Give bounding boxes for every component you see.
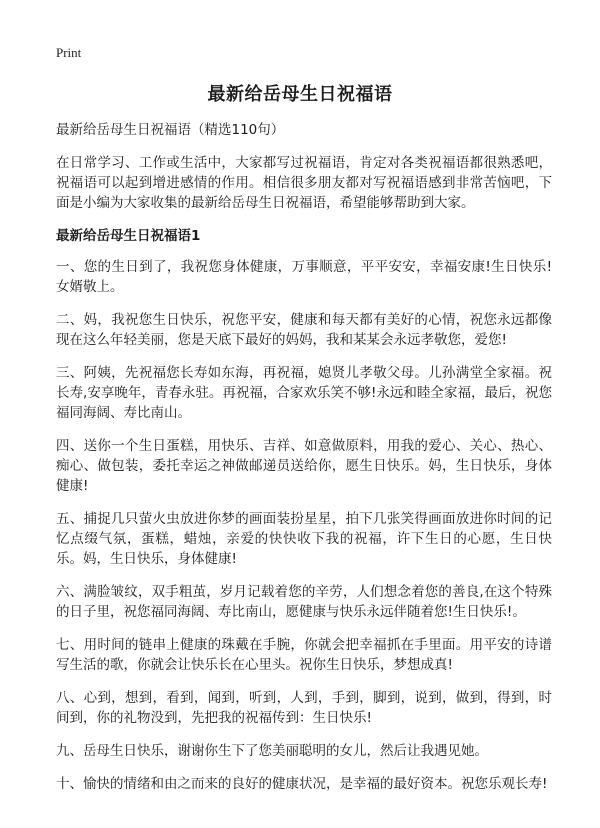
blessing-item-3: 三、阿姨，先祝福您长寿如东海，再祝福，媳贤儿孝敬父母。儿孙满堂全家福。祝长寿,安享晚年，青春永驻。再祝福，合家欢乐笑不够!永远和睦全家福，最后，祝您福同海阔、寿比南山。 xyxy=(56,365,552,421)
blessing-item-5: 五、捕捉几只萤火虫放进你梦的画面装扮星星，拍下几张笑得画面放进你时间的记忆点缀气氛，蛋糕，蜡烛，亲爱的快快收下我的祝福，许下生日的心愿，生日快乐。妈，生日快乐，身体健康! xyxy=(56,511,552,567)
article-body xyxy=(56,120,552,807)
print-link[interactable]: Print xyxy=(56,45,82,60)
blessing-item-8: 八、心到，想到，看到，闻到，听到，人到，手到，脚到，说到，做到，得到，时间到，你的礼物没到，先把我的祝福传到：生日快乐! xyxy=(56,690,552,726)
blessing-item-7: 七、用时间的链串上健康的珠戴在手腕，你就会把幸福抓在手里面。用平安的诗谱写生活的歌，你就会让快乐长在心里头。祝你生日快乐，梦想成真! xyxy=(56,637,552,673)
blessing-item-2: 二、妈，我祝您生日快乐，祝您平安，健康和每天都有美好的心情，祝您永远都像现在这么年轻美丽，您是天底下最好的妈妈，我和某某会永远孝敬您，爱您! xyxy=(56,312,552,348)
page-title: 最新给岳母生日祝福语 xyxy=(207,84,393,105)
article-subtitle: 最新给岳母生日祝福语（精选110句） xyxy=(56,122,285,138)
blessing-item-10: 十、愉快的情绪和由之而来的良好的健康状况，是幸福的最好资本。祝您乐观长寿! xyxy=(56,776,548,792)
blessing-item-1: 一、您的生日到了，我祝您身体健康，万事顺意，平平安安，幸福安康!生日快乐!女婿敬上。 xyxy=(56,259,552,295)
section-heading: 最新给岳母生日祝福语1 xyxy=(56,228,201,244)
blessing-item-9: 九、岳母生日快乐，谢谢你生下了您美丽聪明的女儿，然后让我遇见她。 xyxy=(56,743,488,759)
blessing-item-4: 四、送你一个生日蛋糕，用快乐、吉祥、如意做原料，用我的爱心、关心、热心、痴心、做包装，委托幸运之神做邮递员送给你，愿生日快乐。妈，生日快乐，身体健康! xyxy=(56,438,552,494)
blessing-item-6: 六、满脸皱纹，双手粗茧，岁月记载着您的辛劳，人们想念着您的善良,在这个特殊的日子里，祝您福同海阔、寿比南山，愿健康与快乐永远伴随着您!生日快乐!。 xyxy=(56,584,552,620)
intro-paragraph: 在日常学习、工作或生活中，大家都写过祝福语，肯定对各类祝福语都很熟悉吧，祝福语可以起到增进感情的作用。相信很多朋友都对写祝福语感到非常苦恼吧，下面是小编为大家收集的最新给岳母生日祝福语，希望能够帮助到大家。 xyxy=(56,155,552,211)
